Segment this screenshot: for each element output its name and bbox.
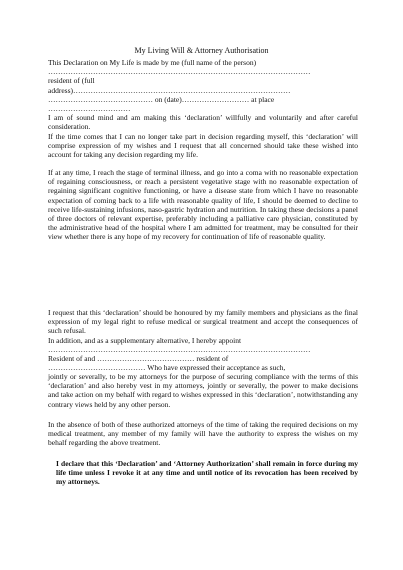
paragraph-appoint: In addition, and as a supplementary alternative, I hereby appoint [48,336,242,345]
paragraph-absence: In the absence of both of these authorized attorneys of the time of taking the required decisions on my medical treatment, any member of my family will have the authority to express the wishes on my behalf regarding the above treatment. [48,420,358,448]
paragraph-sound-mind: I am of sound mind and am making this ‘declaration’ willfully and voluntarily and after careful consideration. [48,113,358,132]
paragraph-terminal-illness: If at any time, I reach the stage of terminal illness, and go into a coma with no reasonable expectation of regaining consciousness, or reach a persistent vegetative stage with no reasonable expectation of regaining significant cognitive functioning, or have a disease state from which I have no reasonable expectation of coming back to a life with reasonable quality of life, I should be deemed to decline to receive life-sustaining infusions, naso-gastric hydration and nutrition. In taking these decisions a panel of three doctors of relevant expertise, preferably including a palliative care physician, constituted by the administrative head of the hospital where I am admitted for treatment, may be consulted for their view whether there is any hope of my recovery for continuation of life of reasonable quality. [48,168,358,242]
date-place-line: …………………………………… on (date)……………………… at place [48,94,275,104]
paragraph-request: I request that this ‘declaration’ should be honoured by my family members and physicians as the final expression of my legal right to refuse medical or surgical treatment and accept the consequences of such refusal. [48,308,358,336]
intro-line: resident of (full [48,76,95,86]
closing-declaration: I declare that this ‘Declaration’ and ‘Attorney Authorization’ shall remain in force during my life time unless I revoke it at any time and until notice of its revocation has been received by my attorneys. [56,459,358,487]
attorney-blank-line: …………………………………………………………………………………………… [48,345,311,354]
name-blank-line: …………………………………………………………………………………………… [48,67,311,77]
document-title: My Living Will & Attorney Authorisation [134,46,269,55]
paragraph-attorney-powers: jointly or severally, to be my attorneys for the purpose of securing compliance with the terms of this ‘declaration’ and also hereby vest in my attorneys, jointly or severally, the power to make decisions and take action on my behalf with regard to wishes expressed in this ‘declaration’, notwithstanding any contrary views held by any other person. [48,372,358,409]
attorney-resident-line: Resident of and ………………………………… resident of [48,354,229,364]
attorney-acceptance-line: ………………………………… Who have expressed their acceptance as such, [48,363,286,373]
place-blank-line: …………………………… [48,104,131,114]
intro-section [48,58,358,113]
intro-line: This Declaration on My Life is made by me (full name of the person) [48,58,257,67]
address-blank-line: address)…………………………………………………………………………… [48,85,291,95]
attorney-blanks [48,345,358,373]
paragraph-wishes: If the time comes that I can no longer take part in decision regarding myself, this ‘declaration’ will comprise expression of my wishes and I request that all concerned should take these wished into account for taking any decision regarding my life. [48,132,358,160]
